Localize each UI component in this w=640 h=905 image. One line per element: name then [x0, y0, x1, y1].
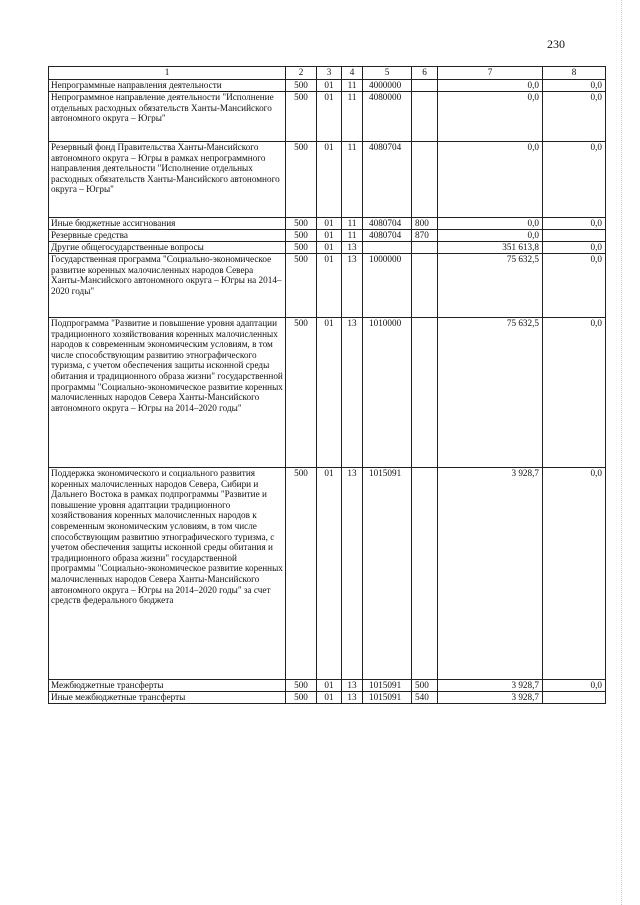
cell-col4: 13: [342, 318, 363, 468]
table-row: [49, 692, 606, 704]
cell-col8: 0,0: [543, 218, 606, 230]
cell-col6: 500: [412, 680, 438, 692]
cell-col3: 01: [317, 318, 342, 468]
cell-col8: 0,0: [543, 254, 606, 318]
cell-col2: 500: [286, 142, 317, 218]
cell-col5: 1010000: [363, 318, 412, 468]
cell-col4: 11: [342, 218, 363, 230]
table-row: [49, 142, 606, 218]
cell-col6: [412, 80, 438, 92]
row-name: Резервные средства: [49, 230, 286, 242]
cell-col6: [412, 92, 438, 142]
cell-col3: 01: [317, 218, 342, 230]
cell-col7: 0,0: [438, 218, 543, 230]
header-cell: 1: [49, 67, 286, 80]
cell-col5: 1015091: [363, 692, 412, 704]
cell-col4: 13: [342, 468, 363, 680]
row-name: Непрограммные направления деятельности: [49, 80, 286, 92]
cell-col6: [412, 318, 438, 468]
header-cell: 2: [286, 67, 317, 80]
cell-col2: 500: [286, 230, 317, 242]
cell-col2: 500: [286, 218, 317, 230]
cell-col8: [543, 230, 606, 242]
cell-col7: 0,0: [438, 142, 543, 218]
row-name: Непрограммное направление деятельности "Исполнение отдельных расходных обязательств Ханты-Мансийского автономного округа – Югры": [49, 92, 286, 142]
header-cell: 5: [363, 67, 412, 80]
cell-col2: 500: [286, 92, 317, 142]
cell-col7: 75 632,5: [438, 318, 543, 468]
cell-col8: 0,0: [543, 80, 606, 92]
cell-col2: 500: [286, 318, 317, 468]
table-row: [49, 230, 606, 242]
header-cell: 3: [317, 67, 342, 80]
budget-table: [48, 66, 606, 704]
row-name: Государственная программа "Социально-экономическое развитие коренных малочисленных народов Севера Ханты-Мансийского автономного округа – Югры на 2014–2020 годы": [49, 254, 286, 318]
cell-col8: 0,0: [543, 142, 606, 218]
cell-col4: 11: [342, 142, 363, 218]
page-number: 230: [547, 37, 565, 51]
cell-col6: [412, 242, 438, 254]
table-row: [49, 468, 606, 680]
cell-col3: 01: [317, 80, 342, 92]
cell-col8: 0,0: [543, 92, 606, 142]
cell-col4: 11: [342, 230, 363, 242]
cell-col6: [412, 468, 438, 680]
cell-col8: 0,0: [543, 318, 606, 468]
cell-col3: 01: [317, 92, 342, 142]
cell-col4: 11: [342, 80, 363, 92]
cell-col6: 540: [412, 692, 438, 704]
table-row: [49, 680, 606, 692]
cell-col5: 4080704: [363, 142, 412, 218]
cell-col4: 13: [342, 254, 363, 318]
cell-col6: [412, 254, 438, 318]
table-row: [49, 318, 606, 468]
cell-col5: 4080704: [363, 230, 412, 242]
table-row: [49, 242, 606, 254]
cell-col4: 11: [342, 92, 363, 142]
cell-col2: 500: [286, 468, 317, 680]
cell-col7: 351 613,8: [438, 242, 543, 254]
row-name: Подпрограмма "Развитие и повышение уровня адаптации традиционного хозяйствования коренных малочисленных народов к современным экономическим условиям, в том числе способствующим развитию этнографического туризма, с учетом обеспечения защиты исконной среды обитания и традиционного образа жизни" государственной программы "Социально-экономическое развитие коренных малочисленных народов Севера Ханты-Мансийского автономного округа – Югры на 2014–2020 годы": [49, 318, 286, 468]
cell-col7: 0,0: [438, 230, 543, 242]
cell-col5: 4080704: [363, 218, 412, 230]
cell-col8: 0,0: [543, 468, 606, 680]
cell-col3: 01: [317, 242, 342, 254]
cell-col7: 75 632,5: [438, 254, 543, 318]
cell-col7: 0,0: [438, 92, 543, 142]
cell-col7: 3 928,7: [438, 680, 543, 692]
cell-col5: 1000000: [363, 254, 412, 318]
row-name: Резервный фонд Правительства Ханты-Мансийского автономного округа – Югры в рамках непрограммного направления деятельности "Исполнение отдельных расходных обязательств Ханты-Мансийского автономного округа – Югры": [49, 142, 286, 218]
cell-col8: [543, 692, 606, 704]
row-name: Другие общегосударственные вопросы: [49, 242, 286, 254]
cell-col3: 01: [317, 468, 342, 680]
cell-col5: 4080000: [363, 92, 412, 142]
cell-col3: 01: [317, 692, 342, 704]
cell-col3: 01: [317, 142, 342, 218]
cell-col6: [412, 142, 438, 218]
cell-col7: 0,0: [438, 80, 543, 92]
binding-margin-line: [621, 0, 623, 905]
cell-col7: 3 928,7: [438, 692, 543, 704]
cell-col4: 13: [342, 680, 363, 692]
cell-col4: 13: [342, 242, 363, 254]
table-row: [49, 254, 606, 318]
cell-col2: 500: [286, 242, 317, 254]
cell-col8: 0,0: [543, 242, 606, 254]
cell-col5: [363, 242, 412, 254]
cell-col2: 500: [286, 254, 317, 318]
cell-col5: 1015091: [363, 468, 412, 680]
row-name: Иные межбюджетные трансферты: [49, 692, 286, 704]
cell-col3: 01: [317, 680, 342, 692]
table-header-row: [49, 67, 606, 80]
header-cell: 4: [342, 67, 363, 80]
header-cell: 8: [543, 67, 606, 80]
cell-col2: 500: [286, 80, 317, 92]
cell-col3: 01: [317, 230, 342, 242]
cell-col2: 500: [286, 692, 317, 704]
table-row: [49, 218, 606, 230]
header-cell: 6: [412, 67, 438, 80]
cell-col2: 500: [286, 680, 317, 692]
row-name: Поддержка экономического и социального развития коренных малочисленных народов Севера, Сибири и Дальнего Востока в рамках подпрограммы "Развитие и повышение уровня адаптации традиционного хозяйствования коренных малочисленных народов к современным экономическим условиям, в том числе способствующим развитию этнографического туризма, с учетом обеспечения защиты исконной среды обитания и традиционного образа жизни" государственной программы "Социально-экономическое развитие коренных малочисленных народов Севера Ханты-Мансийского автономного округа – Югры на 2014–2020 годы" за счет средств федерального бюджета: [49, 468, 286, 680]
header-cell: 7: [438, 67, 543, 80]
cell-col4: 13: [342, 692, 363, 704]
cell-col6: 870: [412, 230, 438, 242]
cell-col3: 01: [317, 254, 342, 318]
cell-col5: 1015091: [363, 680, 412, 692]
table-row: [49, 92, 606, 142]
row-name: Межбюджетные трансферты: [49, 680, 286, 692]
table-row: [49, 80, 606, 92]
row-name: Иные бюджетные ассигнования: [49, 218, 286, 230]
cell-col6: 800: [412, 218, 438, 230]
cell-col8: 0,0: [543, 680, 606, 692]
cell-col5: 4000000: [363, 80, 412, 92]
cell-col7: 3 928,7: [438, 468, 543, 680]
